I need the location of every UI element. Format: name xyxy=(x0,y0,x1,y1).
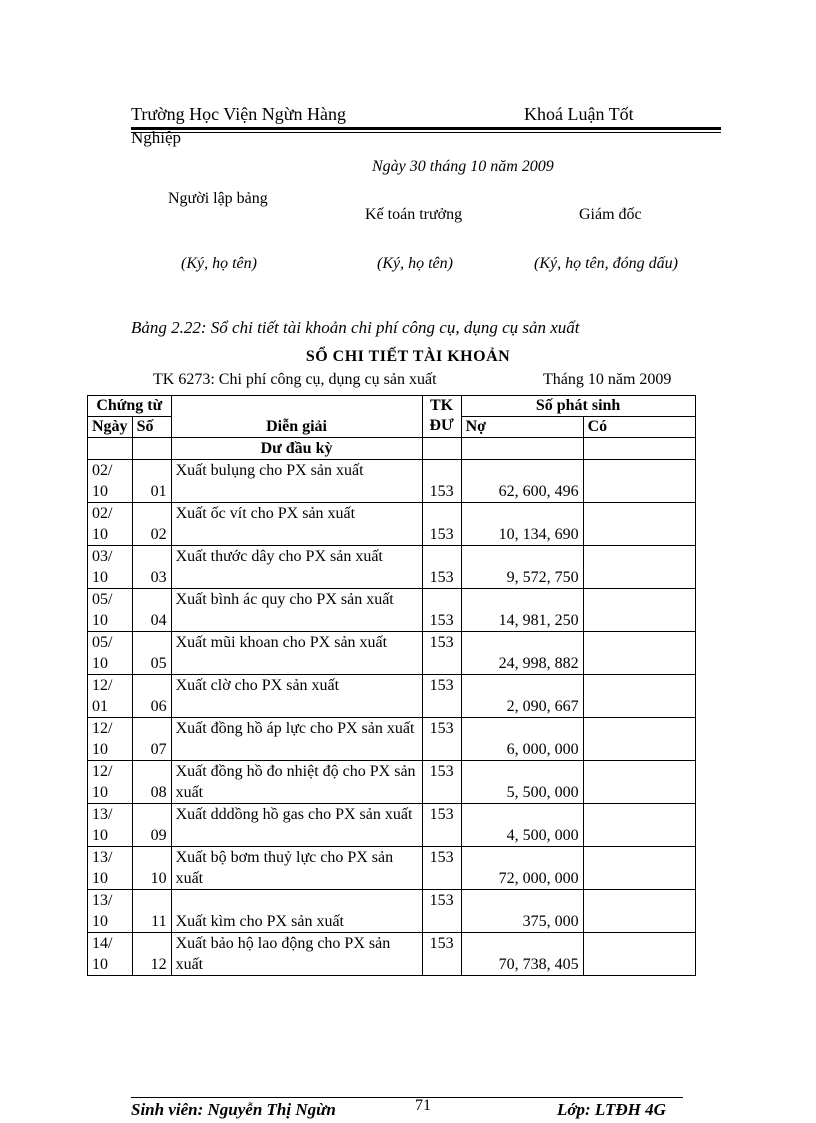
row-number: 06 xyxy=(132,675,171,718)
row-day xyxy=(88,632,133,675)
footer-rule xyxy=(131,1097,683,1098)
row-day-line2: 10 xyxy=(92,569,108,586)
row-credit xyxy=(583,460,695,503)
table-row xyxy=(88,546,696,589)
signature-date: Ngày 30 tháng 10 năm 2009 xyxy=(372,158,554,175)
row-tk: 153 xyxy=(422,847,461,890)
row-tk: 153 xyxy=(422,804,461,847)
row-credit xyxy=(583,632,695,675)
row-description: Xuất mũi khoan cho PX sản xuất xyxy=(171,632,422,675)
row-tk: 153 xyxy=(422,675,461,718)
row-number: 12 xyxy=(132,933,171,976)
row-day-line1: 02/ xyxy=(92,462,113,479)
row-debit: 2, 090, 667 xyxy=(461,675,583,718)
preparer-note: (Ký, họ tên) xyxy=(181,255,257,272)
row-day-line1: 05/ xyxy=(92,634,113,651)
row-debit: 62, 600, 496 xyxy=(461,460,583,503)
row-day xyxy=(88,847,133,890)
table-row xyxy=(88,503,696,546)
row-credit xyxy=(583,761,695,804)
row-day xyxy=(88,804,133,847)
row-debit: 72, 000, 000 xyxy=(461,847,583,890)
header-thesis: Khoá Luận Tốt xyxy=(524,104,634,124)
header-thesis-continued: Nghiệp xyxy=(131,128,182,147)
row-day-line1: 12/ xyxy=(92,763,113,780)
row-number: 02 xyxy=(132,503,171,546)
row-day xyxy=(88,718,133,761)
row-day xyxy=(88,546,133,589)
row-day-line2: 10 xyxy=(92,827,108,844)
row-debit: 6, 000, 000 xyxy=(461,718,583,761)
ledger-table xyxy=(87,395,696,976)
row-day-line2: 10 xyxy=(92,655,108,672)
row-day-line2: 10 xyxy=(92,526,108,543)
row-day-line2: 10 xyxy=(92,741,108,758)
tk-header-line1: TK xyxy=(430,397,454,414)
table-row xyxy=(88,460,696,503)
row-description: Xuất đồng hồ áp lực cho PX sản xuất xyxy=(171,718,422,761)
row-debit: 70, 738, 405 xyxy=(461,933,583,976)
table-row xyxy=(88,632,696,675)
row-debit: 9, 572, 750 xyxy=(461,546,583,589)
row-credit xyxy=(583,546,695,589)
header-rule-thick xyxy=(131,127,721,130)
row-debit: 375, 000 xyxy=(461,890,583,933)
credit-header: Có xyxy=(583,417,695,438)
row-credit xyxy=(583,718,695,761)
row-tk: 153 xyxy=(422,718,461,761)
table-caption: Bảng 2.22: Sổ chi tiết tài khoản chi phí công cụ, dụng cụ sản xuất xyxy=(131,318,580,337)
row-day-line1: 13/ xyxy=(92,849,113,866)
row-number: 03 xyxy=(132,546,171,589)
row-number: 09 xyxy=(132,804,171,847)
row-day-line2: 10 xyxy=(92,913,108,930)
row-debit: 5, 500, 000 xyxy=(461,761,583,804)
activity-header: Số phát sinh xyxy=(461,396,695,417)
opening-balance-row xyxy=(88,438,696,460)
row-day-line1: 02/ xyxy=(92,505,113,522)
footer-student: Sinh viên: Nguyễn Thị Ngừn xyxy=(131,1100,336,1119)
row-day xyxy=(88,933,133,976)
row-number: 07 xyxy=(132,718,171,761)
row-day-line2: 01 xyxy=(92,698,108,715)
row-day-line2: 10 xyxy=(92,784,108,801)
row-debit: 10, 134, 690 xyxy=(461,503,583,546)
row-description: Xuất thước dây cho PX sản xuất xyxy=(171,546,422,589)
row-credit xyxy=(583,890,695,933)
debit-header: Nợ xyxy=(461,417,583,438)
description-header: Diễn giải xyxy=(171,396,422,438)
row-description: Xuất bộ bơm thuỷ lực cho PX sản xuất xyxy=(171,847,422,890)
row-number: 04 xyxy=(132,589,171,632)
row-debit: 24, 998, 882 xyxy=(461,632,583,675)
row-day-line1: 05/ xyxy=(92,591,113,608)
row-tk: 153 xyxy=(422,933,461,976)
row-day-line2: 10 xyxy=(92,612,108,629)
row-credit xyxy=(583,503,695,546)
row-number: 08 xyxy=(132,761,171,804)
row-tk: 153 xyxy=(422,761,461,804)
row-description: Xuất dddồng hồ gas cho PX sản xuất xyxy=(171,804,422,847)
opening-balance-label: Dư đầu kỳ xyxy=(171,438,422,460)
row-day-line1: 14/ xyxy=(92,935,113,952)
row-credit xyxy=(583,847,695,890)
voucher-header: Chứng từ xyxy=(88,396,172,417)
ledger-account: TK 6273: Chi phí công cụ, dụng cụ sản xuất xyxy=(153,371,437,388)
row-day-line1: 12/ xyxy=(92,720,113,737)
row-credit xyxy=(583,933,695,976)
row-number: 10 xyxy=(132,847,171,890)
table-row xyxy=(88,675,696,718)
row-debit: 4, 500, 000 xyxy=(461,804,583,847)
row-tk: 153 xyxy=(422,589,461,632)
tk-header-line2: ĐƯ xyxy=(429,417,454,434)
row-credit xyxy=(583,589,695,632)
table-row xyxy=(88,890,696,933)
tk-header xyxy=(422,396,461,438)
header-rule-thin xyxy=(131,132,721,133)
footer-class: Lớp: LTĐH 4G xyxy=(557,1100,666,1119)
row-day-line1: 12/ xyxy=(92,677,113,694)
row-day-line2: 10 xyxy=(92,870,108,887)
table-row xyxy=(88,718,696,761)
row-day-line2: 10 xyxy=(92,483,108,500)
row-day-line2: 10 xyxy=(92,956,108,973)
row-tk: 153 xyxy=(422,890,461,933)
table-row xyxy=(88,589,696,632)
row-day xyxy=(88,675,133,718)
table-row xyxy=(88,804,696,847)
row-description: Xuất bình ác quy cho PX sản xuất xyxy=(171,589,422,632)
table-row xyxy=(88,761,696,804)
row-day-line1: 13/ xyxy=(92,892,113,909)
row-description: Xuất clờ cho PX sản xuất xyxy=(171,675,422,718)
row-tk: 153 xyxy=(422,546,461,589)
row-day xyxy=(88,890,133,933)
row-number: 11 xyxy=(132,890,171,933)
row-credit xyxy=(583,675,695,718)
row-description: Xuất bulụng cho PX sản xuất xyxy=(171,460,422,503)
row-debit: 14, 981, 250 xyxy=(461,589,583,632)
day-header: Ngày xyxy=(88,417,133,438)
chief-note: (Ký, họ tên) xyxy=(377,255,453,272)
header-school: Trường Học Viện Ngừn Hàng xyxy=(131,104,346,124)
director-label: Giám đốc xyxy=(579,206,642,223)
row-description: Xuất kìm cho PX sản xuất xyxy=(171,890,422,933)
footer-page-number: 71 xyxy=(415,1097,431,1114)
row-number: 05 xyxy=(132,632,171,675)
director-note: (Ký, họ tên, đóng dấu) xyxy=(534,255,678,272)
row-description: Xuất bảo hộ lao động cho PX sản xuất xyxy=(171,933,422,976)
row-day xyxy=(88,589,133,632)
row-tk: 153 xyxy=(422,503,461,546)
chief-accountant-label: Kế toán trưởng xyxy=(365,206,463,223)
table-row xyxy=(88,847,696,890)
preparer-label: Người lập bảng xyxy=(168,190,268,207)
row-description: Xuất đồng hồ đo nhiệt độ cho PX sản xuất xyxy=(171,761,422,804)
row-day-line1: 13/ xyxy=(92,806,113,823)
number-header: Số xyxy=(132,417,171,438)
row-day-line1: 03/ xyxy=(92,548,113,565)
row-description: Xuất ốc vít cho PX sản xuất xyxy=(171,503,422,546)
ledger-period: Tháng 10 năm 2009 xyxy=(543,371,672,388)
row-credit xyxy=(583,804,695,847)
row-day xyxy=(88,761,133,804)
table-row xyxy=(88,933,696,976)
row-tk: 153 xyxy=(422,460,461,503)
row-number: 01 xyxy=(132,460,171,503)
row-tk: 153 xyxy=(422,632,461,675)
row-day xyxy=(88,503,133,546)
ledger-title: SỔ CHI TIẾT TÀI KHOẢN xyxy=(305,348,511,365)
row-day xyxy=(88,460,133,503)
